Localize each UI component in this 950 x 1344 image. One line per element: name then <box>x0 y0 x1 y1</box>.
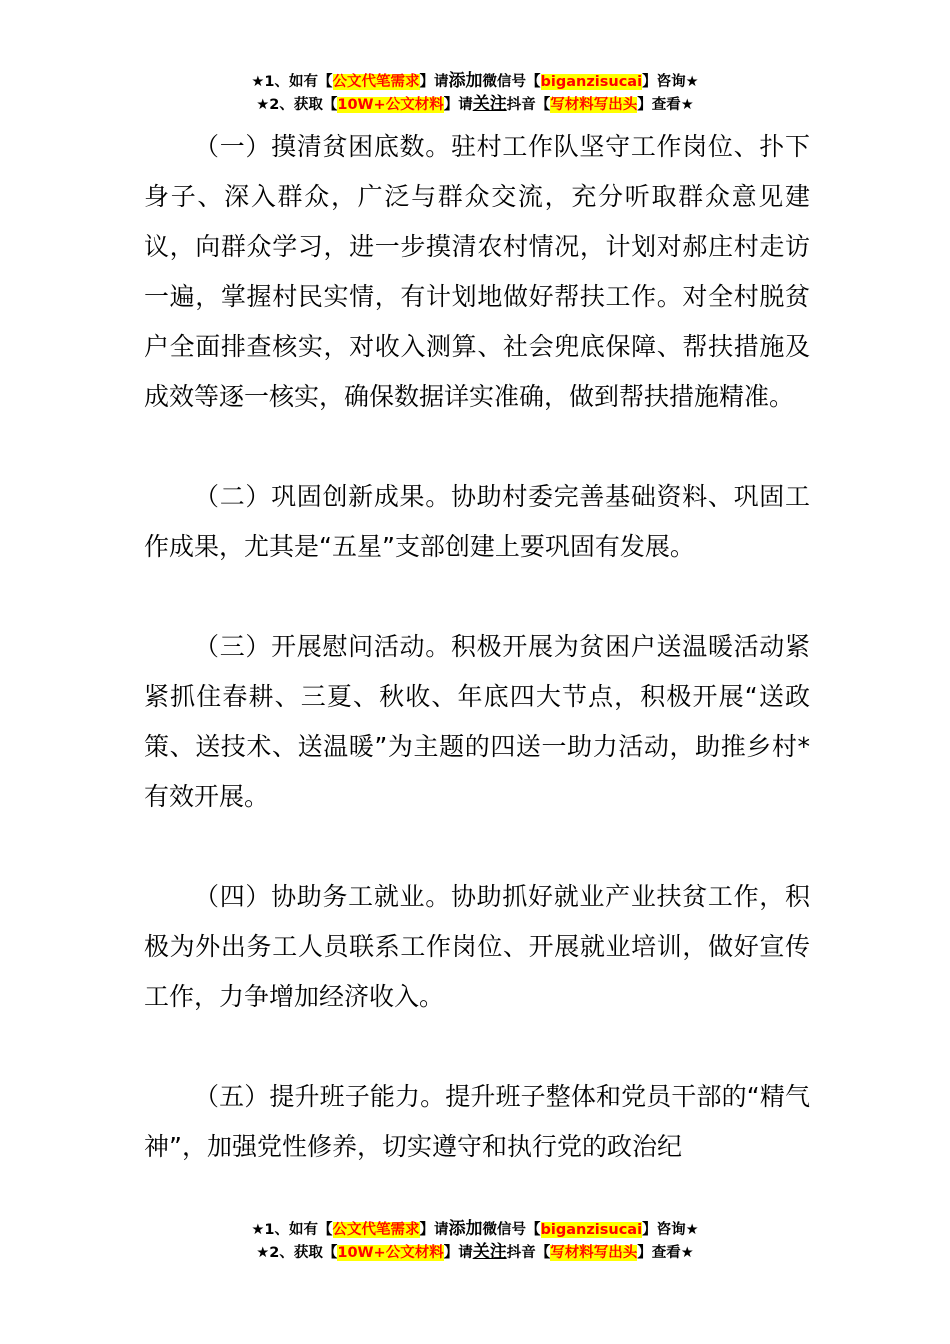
banner-text: ★2、获取【 <box>256 97 338 113</box>
banner-emphasis: 添加 <box>448 71 483 91</box>
banner-highlight: 公文代笔需求 <box>332 74 420 90</box>
banner-highlight: 公文代笔需求 <box>332 1222 420 1238</box>
banner-line-2 <box>0 1241 950 1264</box>
header-banner <box>0 70 950 116</box>
banner-text: 】咨询★ <box>642 1222 699 1238</box>
banner-highlight: biganzisucai <box>540 1222 643 1238</box>
banner-text: 】请 <box>443 97 473 113</box>
banner-text: 微信号【 <box>482 74 541 90</box>
banner-text: ★2、获取【 <box>256 1245 338 1261</box>
banner-text: ★1、如有【 <box>251 1222 333 1238</box>
banner-text: 】查看★ <box>637 1245 694 1261</box>
paragraph-4: （四）协助务工就业。协助抓好就业产业扶贫工作，积极为外出务工人员联系工作岗位、开展就业培训，做好宣传工作，力争增加经济收入。 <box>144 882 810 1011</box>
footer-banner <box>0 1218 950 1264</box>
banner-emphasis: 关注 <box>472 94 507 114</box>
banner-text: 】请 <box>419 74 449 90</box>
banner-text: ★1、如有【 <box>251 74 333 90</box>
banner-text: 】咨询★ <box>642 74 699 90</box>
banner-text: 微信号【 <box>482 1222 541 1238</box>
banner-text: 】查看★ <box>637 97 694 113</box>
banner-text: 】请 <box>443 1245 473 1261</box>
banner-emphasis: 添加 <box>448 1219 483 1239</box>
banner-line-1 <box>0 70 950 93</box>
banner-highlight: 写材料写出头 <box>550 1245 638 1261</box>
paragraph-3: （三）开展慰问活动。积极开展为贫困户送温暖活动紧紧抓住春耕、三夏、秋收、年底四大节点，积极开展“送政策、送技术、送温暖”为主题的四送一助力活动，助推乡村*有效开展。 <box>144 632 810 811</box>
banner-text: 抖音【 <box>506 97 551 113</box>
banner-text: 】请 <box>419 1222 449 1238</box>
banner-highlight: biganzisucai <box>540 74 643 90</box>
banner-highlight: 10W+公文材料 <box>337 97 444 113</box>
paragraph-1: （一）摸清贫困底数。驻村工作队坚守工作岗位、扑下身子、深入群众，广泛与群众交流，充分听取群众意见建议，向群众学习，进一步摸清农村情况，计划对郝庄村走访一遍，掌握村民实情，有计划地做好帮扶工作。对全村脱贫户全面排查核实，对收入测算、社会兜底保障、帮扶措施及成效等逐一核实，确保数据详实准确，做到帮扶措施精准。 <box>144 132 810 411</box>
banner-highlight: 10W+公文材料 <box>337 1245 444 1261</box>
paragraph-5: （五）提升班子能力。提升班子整体和党员干部的“精气神”，加强党性修养，切实遵守和执行党的政治纪 <box>144 1082 810 1161</box>
banner-line-2 <box>0 93 950 116</box>
banner-highlight: 写材料写出头 <box>550 97 638 113</box>
document-body <box>144 122 810 1172</box>
banner-text: 抖音【 <box>506 1245 551 1261</box>
paragraph-2: （二）巩固创新成果。协助村委完善基础资料、巩固工作成果，尤其是“五星”支部创建上要巩固有发展。 <box>144 482 810 561</box>
banner-line-1 <box>0 1218 950 1241</box>
banner-emphasis: 关注 <box>472 1242 507 1262</box>
